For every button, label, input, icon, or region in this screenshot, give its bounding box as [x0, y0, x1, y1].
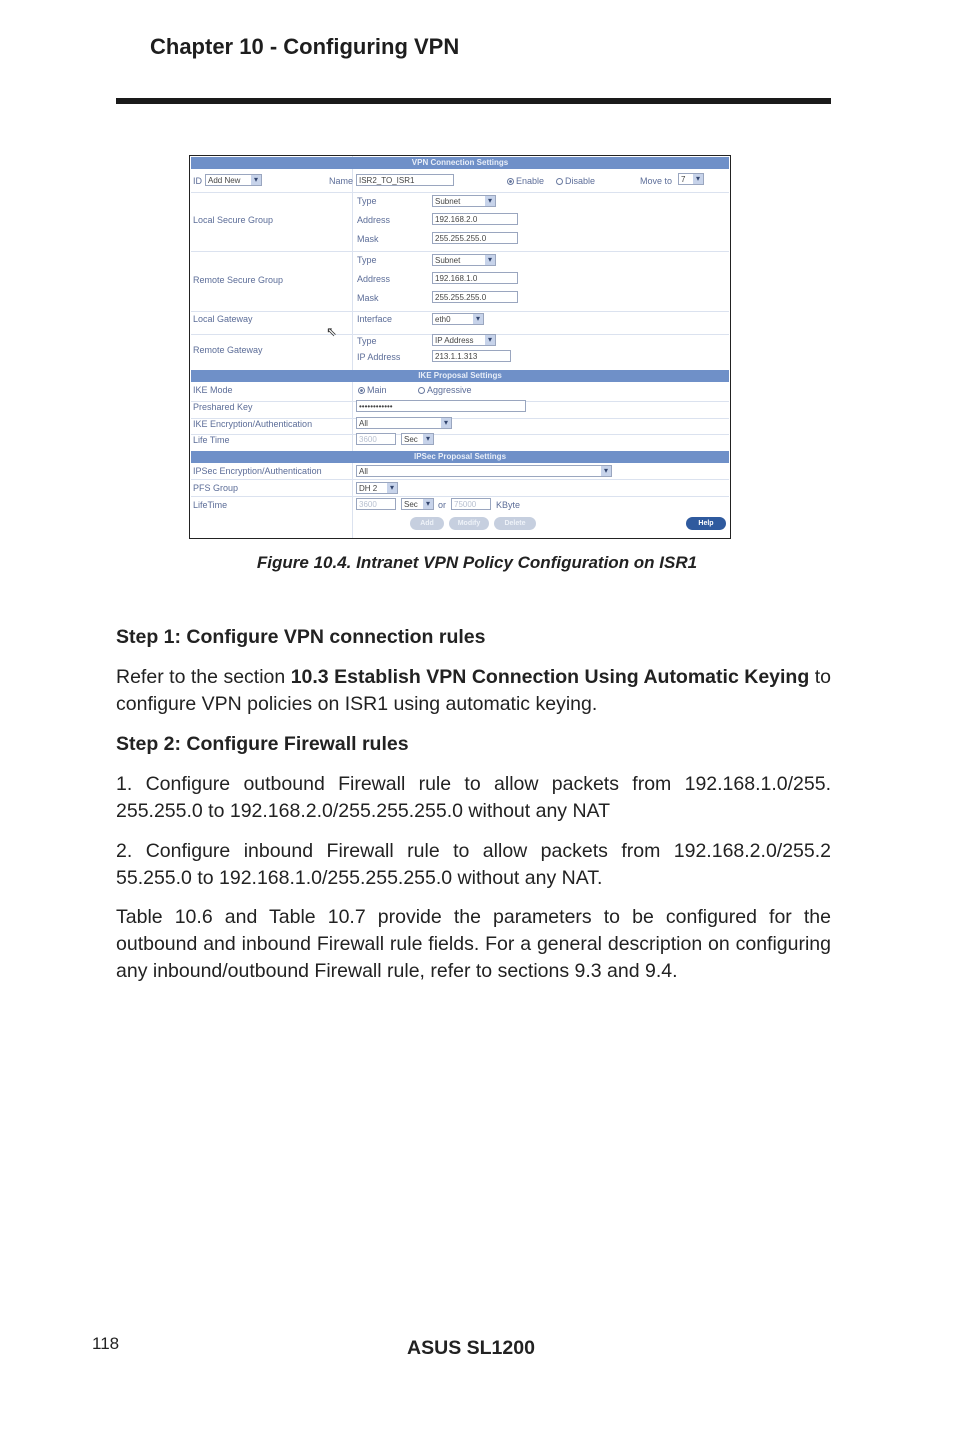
grid-line: [191, 434, 729, 435]
figure-caption: Figure 10.4. Intranet VPN Policy Configuration on ISR1: [256, 553, 698, 572]
remote-type-label: Type: [357, 255, 377, 265]
step1-text-post: to configure VPN policies on ISR1 using automatic keying.: [116, 666, 831, 715]
step1-section-reference: 10.3 Establish VPN Connection Using Automatic Keying: [290, 666, 810, 688]
id-label: ID: [193, 176, 202, 186]
ipsec-lifetime-label: LifeTime: [193, 500, 228, 510]
interface-select[interactable]: eth0 ▾: [432, 313, 484, 325]
remote-type-select[interactable]: Subnet ▾: [432, 254, 496, 266]
vpn-config-screenshot: [189, 155, 731, 539]
ipsec-settings-header: IPSec Proposal Settings: [191, 451, 729, 463]
remote-address-input[interactable]: 192.168.1.0: [432, 272, 518, 284]
main-option[interactable]: [358, 385, 387, 395]
main-radio-icon: [358, 387, 365, 394]
aggressive-option[interactable]: [418, 385, 472, 395]
local-mask-input[interactable]: 255.255.255.0: [432, 232, 518, 244]
step2-heading: Step 2: Configure Firewall rules: [116, 733, 409, 755]
grid-line: [191, 192, 729, 193]
remote-address-label: Address: [357, 274, 391, 284]
local-group-label: Local Secure Group: [193, 215, 274, 225]
enable-radio-icon: [507, 178, 514, 185]
pfs-group-label: PFS Group: [193, 483, 239, 493]
local-gateway-label: Local Gateway: [193, 314, 253, 324]
local-type-label: Type: [357, 196, 377, 206]
step1-paragraph: [116, 664, 831, 718]
aggressive-radio-icon: [418, 387, 425, 394]
ike-enc-label: IKE Encryption/Authentication: [193, 419, 313, 429]
ike-enc-select[interactable]: All ▾: [356, 417, 452, 429]
id-select[interactable]: Add New ▾: [205, 174, 262, 186]
help-button[interactable]: Help: [686, 517, 726, 530]
ipsec-enc-select[interactable]: All ▾: [356, 465, 612, 477]
local-mask-label: Mask: [357, 234, 379, 244]
grid-line: [191, 251, 729, 252]
page-number: 118: [92, 1334, 120, 1353]
mouse-pointer-icon: ⇖: [326, 324, 337, 339]
local-address-input[interactable]: 192.168.2.0: [432, 213, 518, 225]
preshared-key-input[interactable]: ••••••••••••: [356, 400, 526, 412]
kbyte-input[interactable]: 75000: [451, 498, 491, 510]
enable-option[interactable]: [507, 176, 544, 186]
ipsec-lifetime-input[interactable]: 3600: [356, 498, 396, 510]
remote-gw-ip-input[interactable]: 213.1.1.313: [432, 350, 511, 362]
grid-divider: [352, 156, 353, 538]
remote-gw-type-label: Type: [357, 336, 377, 346]
aggressive-label: Aggressive: [427, 385, 472, 395]
disable-option[interactable]: [556, 176, 595, 186]
ipsec-enc-label: IPSec Encryption/Authentication: [193, 466, 322, 476]
local-type-select[interactable]: Subnet ▾: [432, 195, 496, 207]
grid-line: [191, 479, 729, 480]
step2-paragraph: Table 10.6 and Table 10.7 provide the parameters to be configured for the outbound and inbound Firewall rule fields. For a general description on configuring any inbound/outbound Firewall rule, refer to sections 9.3 and 9.4.: [116, 906, 831, 982]
step2-item-1: 1. Configure outbound Firewall rule to allow packets from 192.168.1.0/255. 255.255.0 to 192.168.2.0/255.255.255.0 without any NAT: [116, 773, 831, 822]
pfs-group-select[interactable]: DH 2 ▾: [356, 482, 398, 494]
remote-gateway-label: Remote Gateway: [193, 345, 263, 355]
ike-mode-label: IKE Mode: [193, 385, 233, 395]
delete-button[interactable]: Delete: [494, 517, 536, 530]
name-input[interactable]: ISR2_TO_ISR1: [356, 174, 454, 186]
remote-mask-label: Mask: [357, 293, 379, 303]
disable-label: Disable: [565, 176, 596, 186]
interface-label: Interface: [357, 314, 393, 324]
kbyte-label: KByte: [496, 500, 521, 510]
vpn-settings-header: VPN Connection Settings: [191, 157, 729, 169]
ike-settings-header: IKE Proposal Settings: [191, 370, 729, 382]
modify-button[interactable]: Modify: [449, 517, 489, 530]
move-to-label: Move to: [640, 176, 673, 186]
or-label: or: [438, 500, 447, 510]
name-label: Name: [329, 176, 354, 186]
remote-mask-input[interactable]: 255.255.255.0: [432, 291, 518, 303]
step1-text-pre: Refer to the section: [116, 666, 291, 688]
local-address-label: Address: [357, 215, 391, 225]
footer-product: ASUS SL1200: [407, 1337, 535, 1359]
ip-address-label: IP Address: [357, 352, 401, 362]
header-rule: [116, 98, 831, 104]
step2-item-2: 2. Configure inbound Firewall rule to allow packets from 192.168.2.0/255.2 55.255.0 to 192.168.1.0/255.255.255.0 without any NAT.: [116, 840, 831, 889]
disable-radio-icon: [556, 178, 563, 185]
lifetime-unit-select[interactable]: Sec ▾: [401, 433, 434, 445]
lifetime-label: Life Time: [193, 435, 230, 445]
preshared-key-label: Preshared Key: [193, 402, 253, 412]
enable-label: Enable: [516, 176, 545, 186]
move-to-select[interactable]: 7 ▾: [678, 173, 704, 185]
chapter-title: Chapter 10 - Configuring VPN: [150, 34, 460, 59]
step1-heading: Step 1: Configure VPN connection rules: [116, 626, 486, 648]
lifetime-input[interactable]: 3600: [356, 433, 396, 445]
remote-group-label: Remote Secure Group: [193, 275, 284, 285]
grid-line: [191, 311, 729, 312]
add-button[interactable]: Add: [410, 517, 444, 530]
ipsec-lifetime-unit-select[interactable]: Sec ▾: [401, 498, 434, 510]
grid-line: [191, 496, 729, 497]
main-label: Main: [367, 385, 387, 395]
remote-gw-type-select[interactable]: IP Address ▾: [432, 334, 496, 346]
